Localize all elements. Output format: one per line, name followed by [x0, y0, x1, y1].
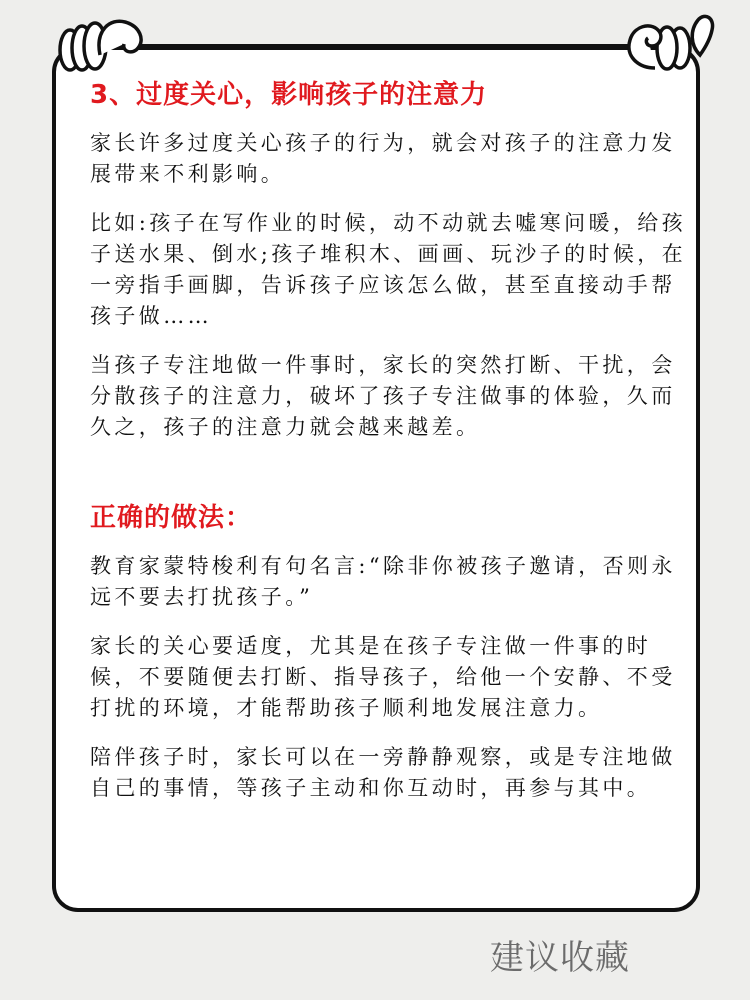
- paragraph: 比如:孩子在写作业的时候，动不动就去嘘寒问暖，给孩子送水果、倒水;孩子堆积木、画画、玩沙子的时候，在一旁指手画脚，告诉孩子应该怎么做，甚至直接动手帮孩子做……: [90, 211, 687, 328]
- paragraph: 家长许多过度关心孩子的行为，就会对孩子的注意力发展带来不利影响。: [90, 131, 676, 186]
- footer-save-note: 建议收藏: [490, 938, 630, 978]
- paragraph: 家长的关心要适度，尤其是在孩子专注做一件事的时候，不要随便去打断、指导孩子，给他一个安静、不受打扰的环境，才能帮助孩子顺利地发展注意力。: [90, 634, 676, 720]
- paragraph: 当孩子专注地做一件事时，家长的突然打断、干扰，会分散孩子的注意力，破坏了孩子专注做事的体验，久而久之，孩子的注意力就会越来越差。: [90, 353, 676, 439]
- card-content: [90, 78, 690, 822]
- paragraph: 教育家蒙特梭利有句名言:“除非你被孩子邀请，否则永远不要去打扰孩子。”: [90, 554, 676, 609]
- section-title-overcare: 3、过度关心，影响孩子的注意力: [90, 80, 488, 110]
- paragraph: 陪伴孩子时，家长可以在一旁静静观察，或是专注地做自己的事情，等孩子主动和你互动时，再参与其中。: [90, 745, 676, 800]
- section-title-correct-approach: 正确的做法：: [90, 503, 253, 533]
